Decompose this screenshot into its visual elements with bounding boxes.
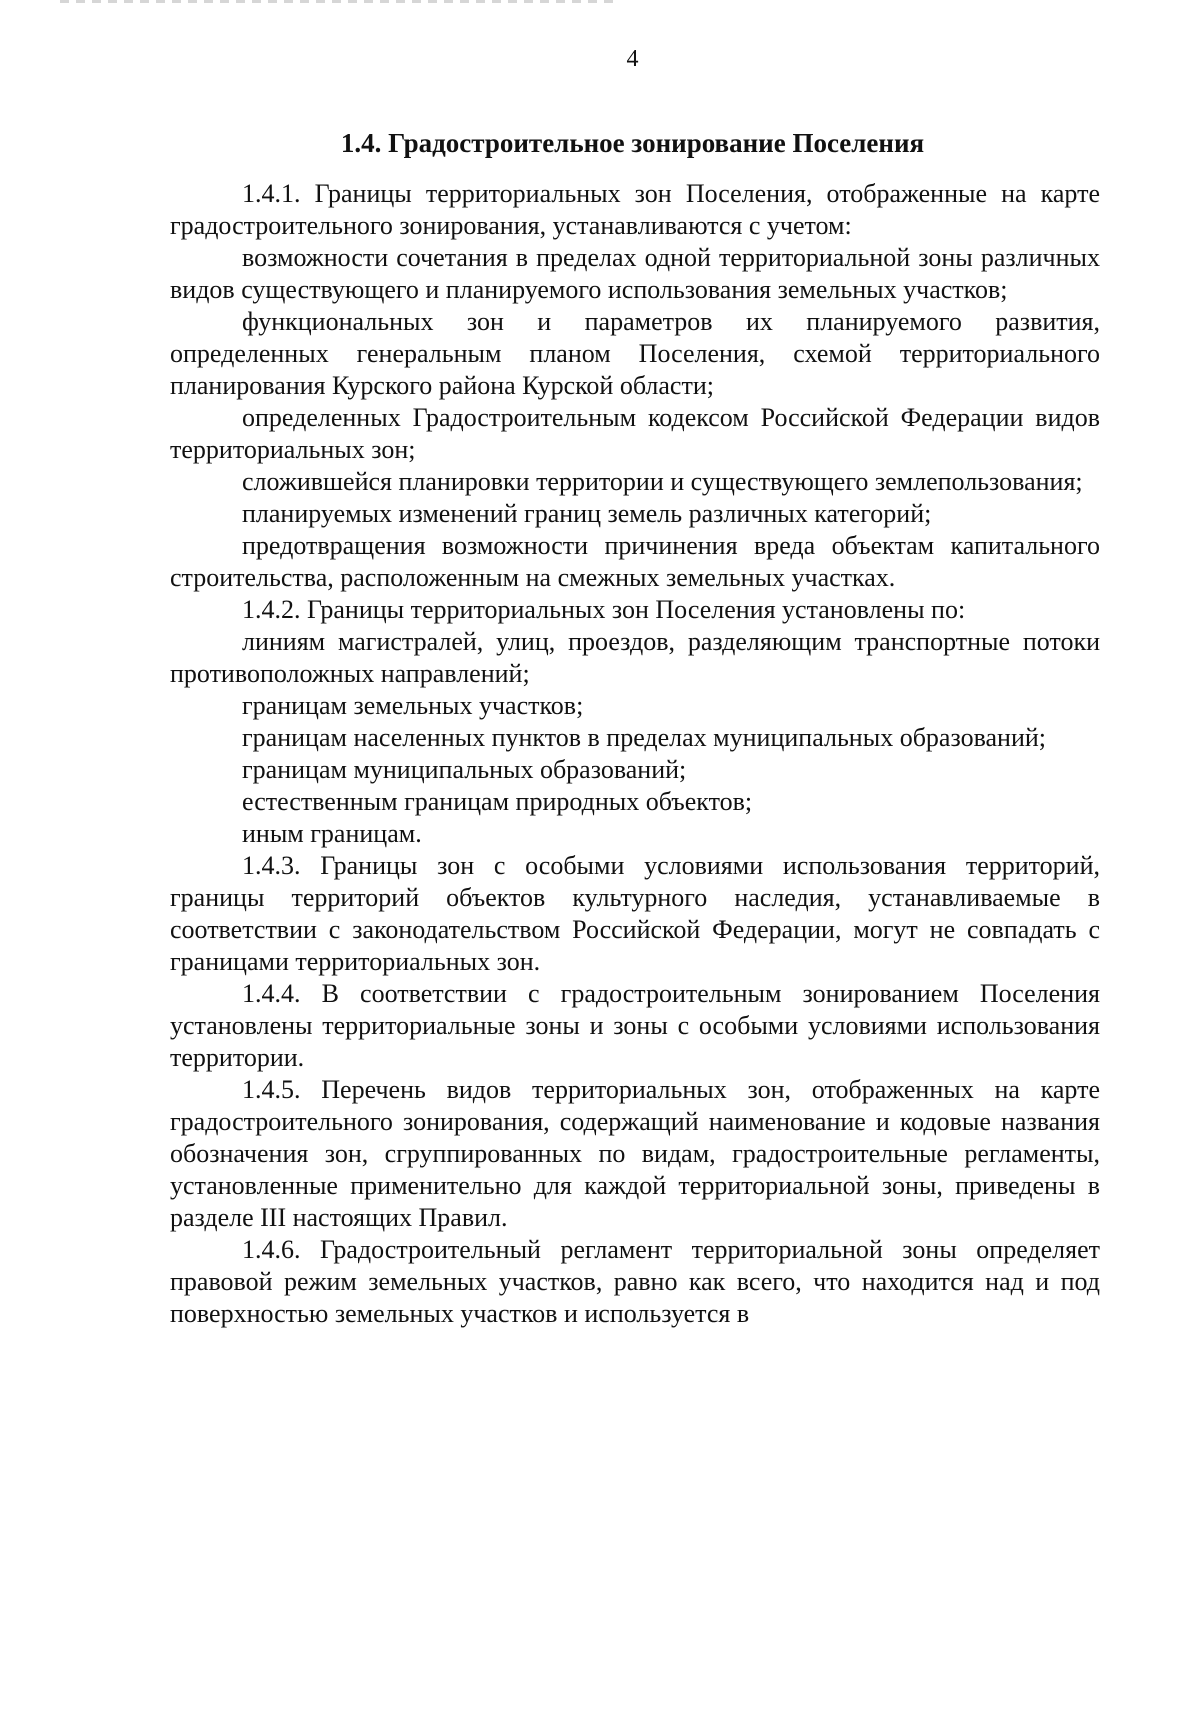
paragraph: функциональных зон и параметров их планируемого развития, определенных генеральным планом Поселения, схемой территориального планирования Курского района Курской области; [170,307,1100,400]
paragraph: возможности сочетания в пределах одной территориальной зоны различных видов существующего и планируемого использования земельных участков; [170,243,1100,304]
paragraph: сложившейся планировки территории и существующего землепользования; [242,467,1083,496]
paragraph: планируемых изменений границ земель различных категорий; [242,499,932,528]
paragraph: 1.4.1. Границы территориальных зон Поселения, отображенные на карте градостроительного зонирования, устанавливаются с учетом: [170,179,1100,240]
paragraph: 1.4.4. В соответствии с градостроительным зонированием Поселения установлены территориальные зоны и зоны с особыми условиями использования территории. [170,979,1100,1072]
paragraph: естественным границам природных объектов; [242,787,753,816]
page-number: 4 [626,46,639,72]
paragraph: 1.4.2. Границы территориальных зон Поселения установлены по: [242,595,966,624]
paragraph: границам земельных участков; [242,691,584,720]
paragraph: предотвращения возможности причинения вреда объектам капитального строительства, расположенным на смежных земельных участках. [170,531,1100,592]
paragraph: границам населенных пунктов в пределах муниципальных образований; [242,723,1047,752]
paragraph: 1.4.3. Границы зон с особыми условиями использования территорий, границы территорий объектов культурного наследия, устанавливаемые в соответствии с законодательством Российской Федерации, могут не совпадать с границами территориальных зон. [170,851,1100,976]
paragraph: 1.4.5. Перечень видов территориальных зон, отображенных на карте градостроительного зонирования, содержащий наименование и кодовые названия обозначения зон, сгруппированных по видам, градостроительные регламенты, установленные применительно для каждой территориальной зоны, приведены в разделе III настоящих Правил. [170,1075,1100,1232]
scan-edge-mark [60,0,620,3]
paragraph: 1.4.6. Градостроительный регламент территориальной зоны определяет правовой режим земельных участков, равно как всего, что находится над и под поверхностью земельных участков и используется в [170,1235,1100,1328]
paragraph: границам муниципальных образований; [242,755,687,784]
section-heading: 1.4. Градостроительное зонирование Поселения [340,128,925,159]
document-body [170,178,1100,1330]
paragraph: иным границам. [242,819,422,848]
paragraph: определенных Градостроительным кодексом Российской Федерации видов территориальных зон; [170,403,1100,464]
paragraph: линиям магистралей, улиц, проездов, разделяющим транспортные потоки противоположных направлений; [170,627,1100,688]
